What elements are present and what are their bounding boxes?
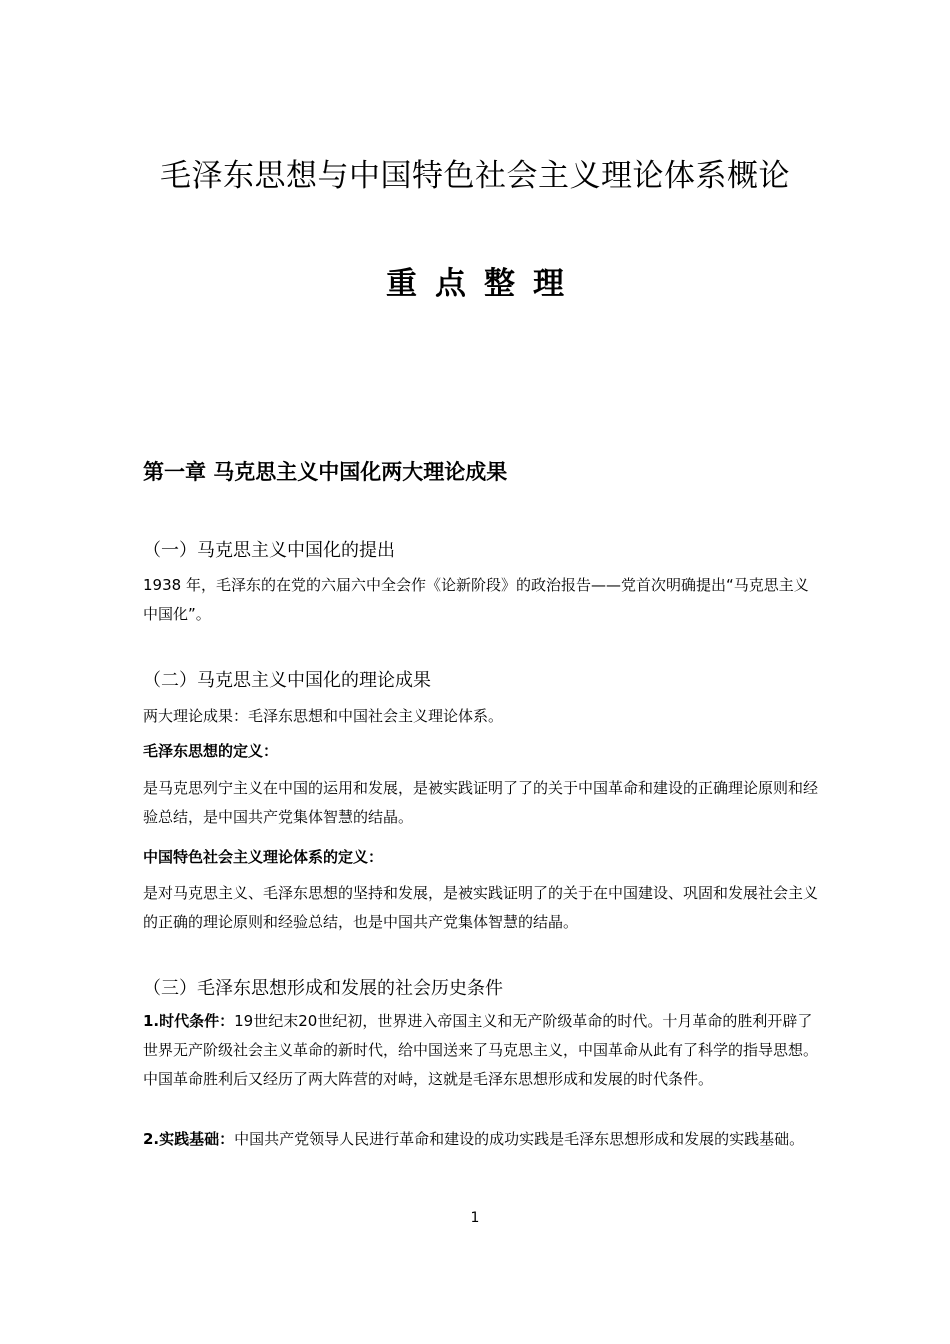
condition-item-1-label: 1.时代条件：: [143, 1012, 235, 1030]
chapter-heading: 第一章 马克思主义中国化两大理论成果: [143, 460, 508, 484]
section-heading-2: （二）马克思主义中国化的理论成果: [143, 670, 431, 691]
document-subtitle: 重点整理: [386, 266, 582, 302]
condition-item-1-body: 19世纪末20世纪初，世界进入帝国主义和无产阶级革命的时代。十月革命的胜利开辟了世界无产阶级社会主义革命的新时代，给中国送来了马克思主义，中国革命从此有了科学的指导思想。中国革命胜利后又经历了两大阵营的对峙，这就是毛泽东思想形成和发展的时代条件。: [143, 1012, 819, 1088]
definition-2-label: 中国特色社会主义理论体系的定义：: [143, 848, 384, 866]
condition-item-2: [143, 1125, 818, 1154]
condition-item-2-label: 2.实践基础：: [143, 1130, 235, 1148]
section-2-intro: 两大理论成果：毛泽东思想和中国社会主义理论体系。: [143, 707, 504, 725]
definition-1-body: 是马克思列宁主义在中国的运用和发展，是被实践证明了了的关于中国革命和建设的正确理论原则和经验总结，是中国共产党集体智慧的结晶。: [143, 779, 819, 826]
section-1-body: 1938 年，毛泽东的在党的六届六中全会作《论新阶段》的政治报告——党首次明确提出“马克思主义中国化”。: [143, 576, 809, 623]
definition-2-body: 是对马克思主义、毛泽东思想的坚持和发展，是被实践证明了的关于在中国建设、巩固和发展社会主义的正确的理论原则和经验总结，也是中国共产党集体智慧的结晶。: [143, 884, 819, 931]
condition-item-1: [143, 1007, 818, 1094]
condition-item-2-body: 中国共产党领导人民进行革命和建设的成功实践是毛泽东思想形成和发展的实践基础。: [234, 1130, 805, 1148]
section-heading-3: （三）毛泽东思想形成和发展的社会历史条件: [143, 978, 503, 999]
document-title: 毛泽东思想与中国特色社会主义理论体系概论: [160, 158, 790, 194]
page-number: 1: [470, 1210, 480, 1226]
section-heading-1: （一）马克思主义中国化的提出: [143, 540, 395, 561]
definition-1-label: 毛泽东思想的定义：: [143, 742, 279, 760]
